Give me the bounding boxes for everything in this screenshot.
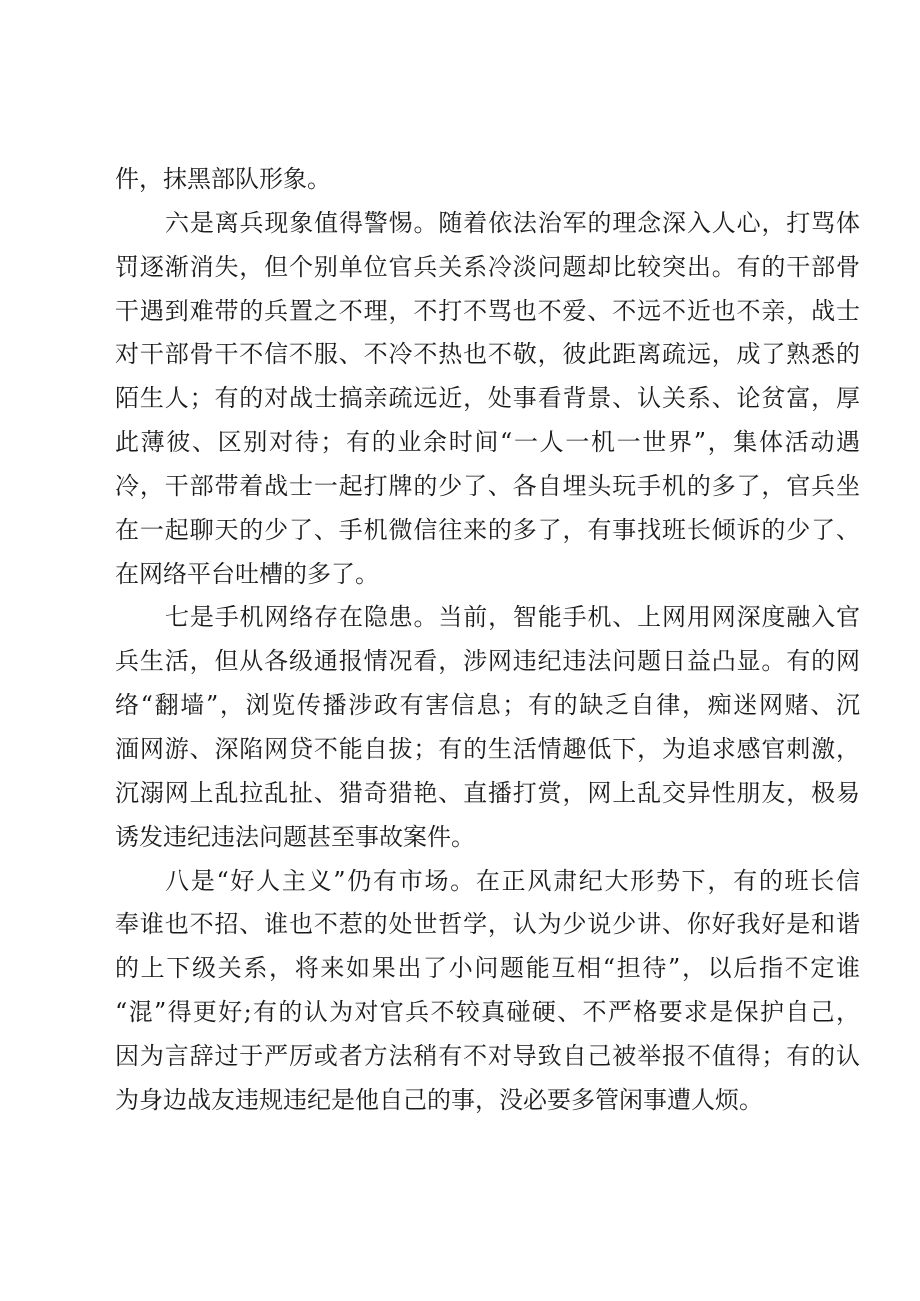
paragraph [115, 202, 860, 597]
text-line: 为身边战友违规违纪是他自己的事，没必要多管闲事遭人烦。 [115, 1085, 763, 1114]
text-line: “混”得更好;有的认为对官兵不较真碰硬、不严格要求是保护自己， [115, 998, 860, 1027]
paragraph [115, 596, 860, 859]
text-line: 对干部骨干不信不服、不冷不热也不敬，彼此距离疏远，成了熟悉的 [115, 340, 860, 369]
text-line: 此薄彼、区别对待；有的业余时间“一人一机一世界”，集体活动遇 [115, 428, 860, 457]
text-line: 陌生人；有的对战士搞亲疏远近，处事看背景、认关系、论贫富，厚 [115, 384, 860, 413]
text-line: 在网络平台吐槽的多了。 [115, 559, 379, 588]
text-line: 诱发违纪违法问题甚至事故案件。 [115, 822, 475, 851]
paragraph [115, 158, 860, 202]
text-line: 因为言辞过于严厉或者方法稍有不对导致自己被举报不值得；有的认 [115, 1041, 860, 1070]
document-body [115, 158, 860, 1123]
text-line: 八是“好人主义”仍有市场。在正风肃纪大形势下，有的班长信 [165, 866, 860, 895]
text-line: 湎网游、深陷网贷不能自拔；有的生活情趣低下，为追求感官刺激， [115, 734, 860, 763]
text-line: 件，抹黑部队形象。 [115, 165, 331, 193]
text-line: 的上下级关系，将来如果出了小问题能互相“担待”，以后指不定谁 [115, 954, 860, 983]
text-line: 在一起聊天的少了、手机微信往来的多了，有事找班长倾诉的少了、 [115, 515, 860, 544]
text-line: 兵生活，但从各级通报情况看，涉网违纪违法问题日益凸显。有的网 [115, 647, 860, 676]
text-line: 干遇到难带的兵置之不理，不打不骂也不爱、不远不近也不亲，战士 [115, 296, 860, 325]
text-line: 冷，干部带着战士一起打牌的少了、各自埋头玩手机的多了，官兵坐 [115, 471, 860, 500]
text-line: 奉谁也不招、谁也不惹的处世哲学，认为少说少讲、你好我好是和谐 [115, 910, 860, 939]
text-line: 罚逐渐消失，但个别单位官兵关系冷淡问题却比较突出。有的干部骨 [115, 252, 860, 281]
paragraph [115, 860, 860, 1123]
text-line: 六是离兵现象值得警惕。随着依法治军的理念深入人心，打骂体 [165, 208, 860, 237]
text-line: 络“翻墙”，浏览传播涉政有害信息；有的缺乏自律，痴迷网赌、沉 [115, 691, 860, 720]
text-line: 沉溺网上乱拉乱扯、猎奇猎艳、直播打赏，网上乱交异性朋友，极易 [115, 778, 860, 807]
text-line: 七是手机网络存在隐患。当前，智能手机、上网用网深度融入官 [165, 603, 860, 632]
